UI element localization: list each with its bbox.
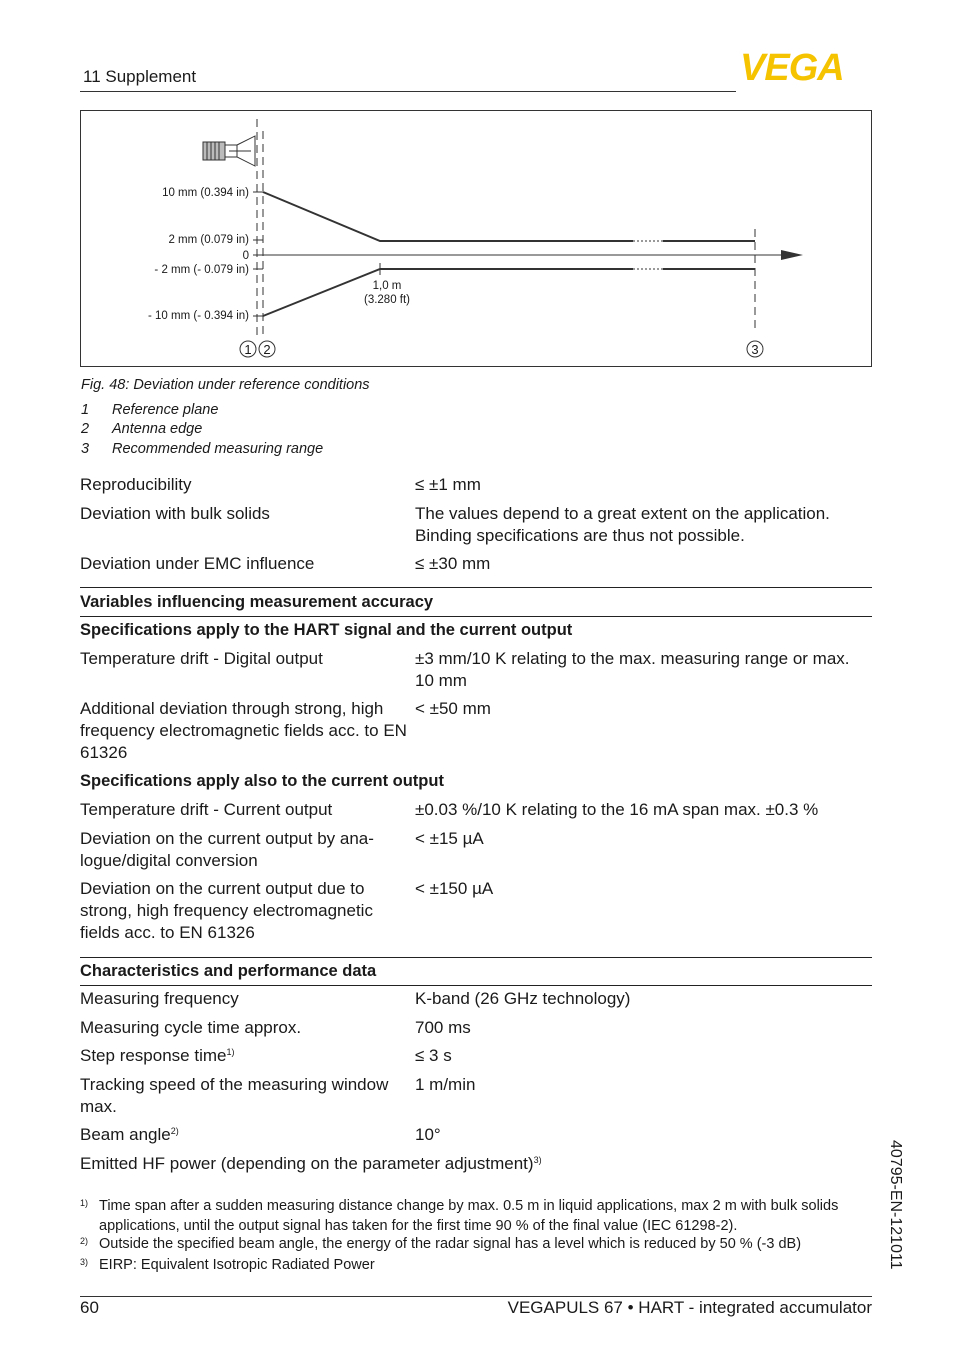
spec-value: K-band (26 GHz technology) (415, 989, 631, 1008)
legend-item: 2 Antenna edge (81, 421, 203, 438)
marker-1: 1 (244, 342, 252, 357)
ylabel-minus-2mm: - 2 mm (- 0.079 in) (154, 264, 249, 276)
spec-value: 1 m/min (415, 1075, 476, 1094)
deviation-figure (80, 110, 872, 367)
ylabel-0: 0 (242, 250, 249, 262)
spec-label: Deviation on the current output by ana-logue/digital conversion (80, 829, 374, 870)
subsection-heading: Specifications apply to the HART signal and the current output (80, 621, 573, 639)
figure-caption: Fig. 48: Deviation under reference conditions (81, 377, 370, 393)
spec-label: Emitted HF power (depending on the parameter adjustment)$^{3)}$ (80, 1154, 542, 1173)
distance-ft-label: (3.280 ft) (363, 294, 411, 306)
section-title: 11 Supplement (83, 67, 197, 86)
spec-value: 700 ms (415, 1018, 471, 1037)
product-name: VEGAPULS 67 • HART - integrated accumulator (507, 1298, 872, 1317)
page-number: 60 (80, 1298, 99, 1317)
marker-2: 2 (263, 342, 271, 357)
footnote-ref: 1) (226, 1047, 235, 1057)
header-divider (80, 91, 736, 92)
spec-value: < ±150 µA (415, 879, 494, 898)
spec-value: ≤ 3 s (415, 1046, 452, 1065)
subsection-heading: Specifications apply also to the current output (80, 772, 444, 790)
footnote-ref: 3) (533, 1155, 542, 1165)
footer-divider (80, 1296, 872, 1297)
spec-label: Deviation on the current output due to strong, high frequency electromagnetic fields acc. to EN 61326 (80, 879, 373, 942)
legend-item: 1 Reference plane (81, 402, 219, 418)
spec-value: < ±50 mm (415, 699, 491, 718)
spec-value: The values depend to a great extent on the application. Binding specifications are thus not possible. (415, 504, 830, 545)
axis-arrow-icon (781, 250, 803, 260)
spec-label: Temperature drift - Current output (80, 800, 333, 819)
spec-label: Additional deviation through strong, high frequency electromagnetic fields acc. to EN 61326 (80, 699, 407, 762)
logo-text: VEGA (740, 50, 844, 84)
spec-label: Measuring cycle time approx. (80, 1018, 302, 1037)
distance-label: 1,0 m (372, 280, 402, 292)
spec-label: Temperature drift - Digital output (80, 649, 323, 668)
ylabel-2mm: 2 mm (0.079 in) (168, 234, 249, 246)
lower-deviation-line (263, 269, 633, 316)
spec-label: Tracking speed of the measuring window max. (80, 1075, 389, 1116)
spec-label: Reproducibility (80, 475, 192, 494)
document-code: 40795-EN-121011 (887, 1140, 904, 1270)
figure-legend (81, 402, 323, 460)
spec-label: Deviation with bulk solids (80, 504, 270, 523)
section-divider (80, 985, 872, 986)
section-heading: Variables influencing measurement accuracy (80, 593, 434, 611)
legend-item: 3 Recommended measuring range (81, 440, 324, 457)
section-divider (80, 587, 872, 588)
spec-label: Measuring frequency (80, 989, 239, 1008)
spec-value: ±3 mm/10 K relating to the max. measuring range or max. 10 mm (415, 649, 850, 690)
spec-value: 10° (415, 1125, 441, 1144)
footnote-ref: 2) (170, 1126, 179, 1136)
section-heading: Characteristics and performance data (80, 962, 377, 980)
spec-label: Beam angle$^{2)}$ (80, 1125, 179, 1144)
spec-value: < ±15 µA (415, 829, 484, 848)
spec-label: Deviation under EMC influence (80, 554, 315, 573)
section-divider (80, 957, 872, 958)
spec-value: ±0.03 %/10 K relating to the 16 mA span max. ±0.3 % (415, 800, 819, 819)
vega-logo (740, 50, 872, 89)
section-divider (80, 616, 872, 617)
upper-deviation-line (263, 192, 633, 241)
antenna-icon (203, 136, 255, 166)
marker-3: 3 (751, 342, 759, 357)
ylabel-minus-10mm: - 10 mm (- 0.394 in) (148, 310, 249, 322)
spec-value: ≤ ±30 mm (415, 554, 491, 573)
ylabel-10mm: 10 mm (0.394 in) (162, 187, 249, 199)
spec-value: ≤ ±1 mm (415, 475, 481, 494)
spec-label: Step response time$^{1)}$ (80, 1046, 235, 1065)
